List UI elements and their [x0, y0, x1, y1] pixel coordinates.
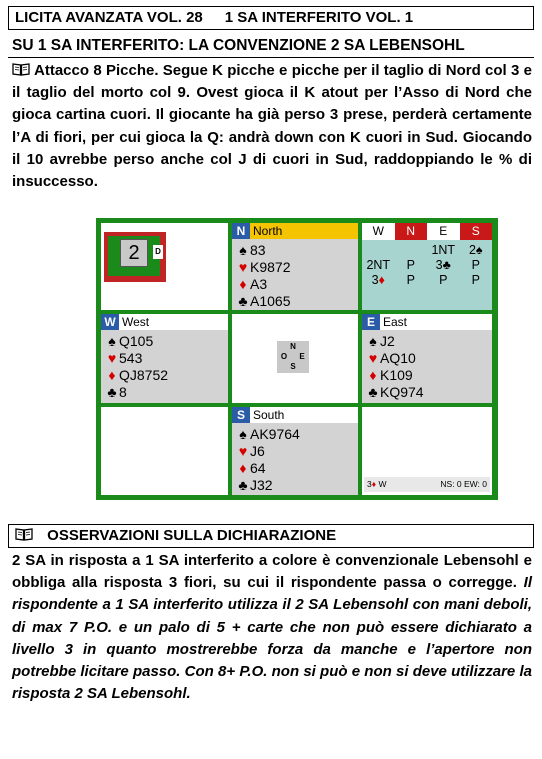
- observations-italic: Il rispondente a 1 SA interferito utilizza il 2 SA Lebensohl con mani deboli, di max 7 P.O. e un palo di 5 + carte che non può essere dichiarato a livello 3 in quanto mostrerebbe forza da manche e l’apertore non potrebbe licitare passo. Con 8+ P.O. non si può e non si deve utilizzare la risposta 2 SA Lebensohl.: [12, 574, 532, 703]
- open-book-icon: [15, 526, 33, 539]
- club-icon: ♣: [238, 293, 248, 309]
- position-tag: E: [362, 314, 380, 330]
- observations-paragraph: [12, 550, 532, 705]
- diamond-icon: ♦: [108, 367, 116, 383]
- position-name: South: [253, 408, 285, 422]
- diamond-icon: ♦: [239, 460, 247, 476]
- bridge-board: [96, 218, 498, 500]
- vulnerability-box: [104, 232, 166, 282]
- position-tag: W: [101, 314, 119, 330]
- book-title: LICITA AVANZATA VOL. 28: [15, 9, 203, 26]
- compass-cell: [232, 314, 358, 403]
- auction-head-south: S: [460, 223, 493, 240]
- intro-paragraph: [12, 60, 532, 193]
- heart-icon: ♥: [238, 259, 248, 275]
- north-hand: N North ♠ 83 ♥ K9872 ♦ A3 ♣ A1065: [232, 223, 358, 310]
- heart-icon: ♥: [368, 350, 378, 366]
- west-hand: W West ♠ Q105 ♥ 543 ♦ QJ8752 ♣ 8: [101, 314, 228, 403]
- auction-head-north: N: [395, 223, 428, 240]
- info-cell: [362, 407, 492, 495]
- position-tag: S: [232, 407, 250, 423]
- score: NS: 0 EW: 0: [440, 479, 487, 489]
- position-name: East: [383, 315, 408, 329]
- club-icon: ♣: [107, 384, 117, 400]
- spade-icon: ♠: [108, 333, 116, 349]
- compass-rose: N S E O: [277, 341, 309, 373]
- auction-row: 2NT P 3♣ P: [366, 258, 480, 272]
- auction-head-west: W: [362, 223, 395, 240]
- diamond-icon: ♦: [239, 276, 247, 292]
- spade-icon: ♠: [239, 242, 247, 258]
- page-header: [8, 6, 534, 30]
- position-tag: N: [232, 223, 250, 239]
- contract-bar: [364, 477, 490, 492]
- contract: 3♦ W: [367, 479, 387, 489]
- spade-icon: ♠: [369, 333, 377, 349]
- diamond-icon: ♦: [369, 367, 377, 383]
- heart-icon: ♥: [107, 350, 117, 366]
- observations-heading: OSSERVAZIONI SULLA DICHIARAZIONE: [8, 524, 534, 548]
- auction-table: [362, 223, 492, 310]
- spade-icon: ♠: [239, 426, 247, 442]
- observations-plain: 2 SA in risposta a 1 SA interferito a colore è convenzionale Lebensohl e obbliga alla risposta 3 fiori, su cui il rispondente passa o corregge.: [12, 552, 532, 592]
- position-name: North: [253, 224, 283, 238]
- board-number-cell: [101, 223, 228, 310]
- club-icon: ♣: [368, 384, 378, 400]
- position-name: West: [122, 315, 150, 329]
- intro-text: Attacco 8 Picche. Segue K picche e picche per il taglio di Nord col 3 e il taglio del morto col 9. Ovest gioca il K atout per l’Asso di Nord che gioca cartina cuori. Il giocante ha già perso 3 prese, perderà certamente l’A di fiori, per cui gioca la Q: andrà down con K cuori in Sud. Giocando il 10 avrebbe perso anche col J di cuori in Sud, raddoppiando le % di insuccesso.: [12, 62, 532, 191]
- east-hand: E East ♠ J2 ♥ AQ10 ♦ K109 ♣ KQ974: [362, 314, 492, 403]
- club-icon: ♣: [238, 477, 248, 493]
- open-book-icon: [12, 61, 30, 74]
- empty-cell: [101, 407, 228, 495]
- south-hand: S South ♠ AK9764 ♥ J6 ♦ 64 ♣ J32: [232, 407, 358, 495]
- board-number: 2: [120, 239, 148, 267]
- auction-head-east: E: [427, 223, 460, 240]
- volume-title: 1 SA INTERFERITO VOL. 1: [224, 9, 414, 26]
- heart-icon: ♥: [238, 443, 248, 459]
- auction-row: 3♦ P P P: [371, 273, 480, 287]
- auction-row: 1NT 2♠: [431, 243, 483, 257]
- dealer-marker: D: [153, 245, 163, 259]
- section-subtitle: SU 1 SA INTERFERITO: LA CONVENZIONE 2 SA LEBENSOHL: [8, 36, 534, 58]
